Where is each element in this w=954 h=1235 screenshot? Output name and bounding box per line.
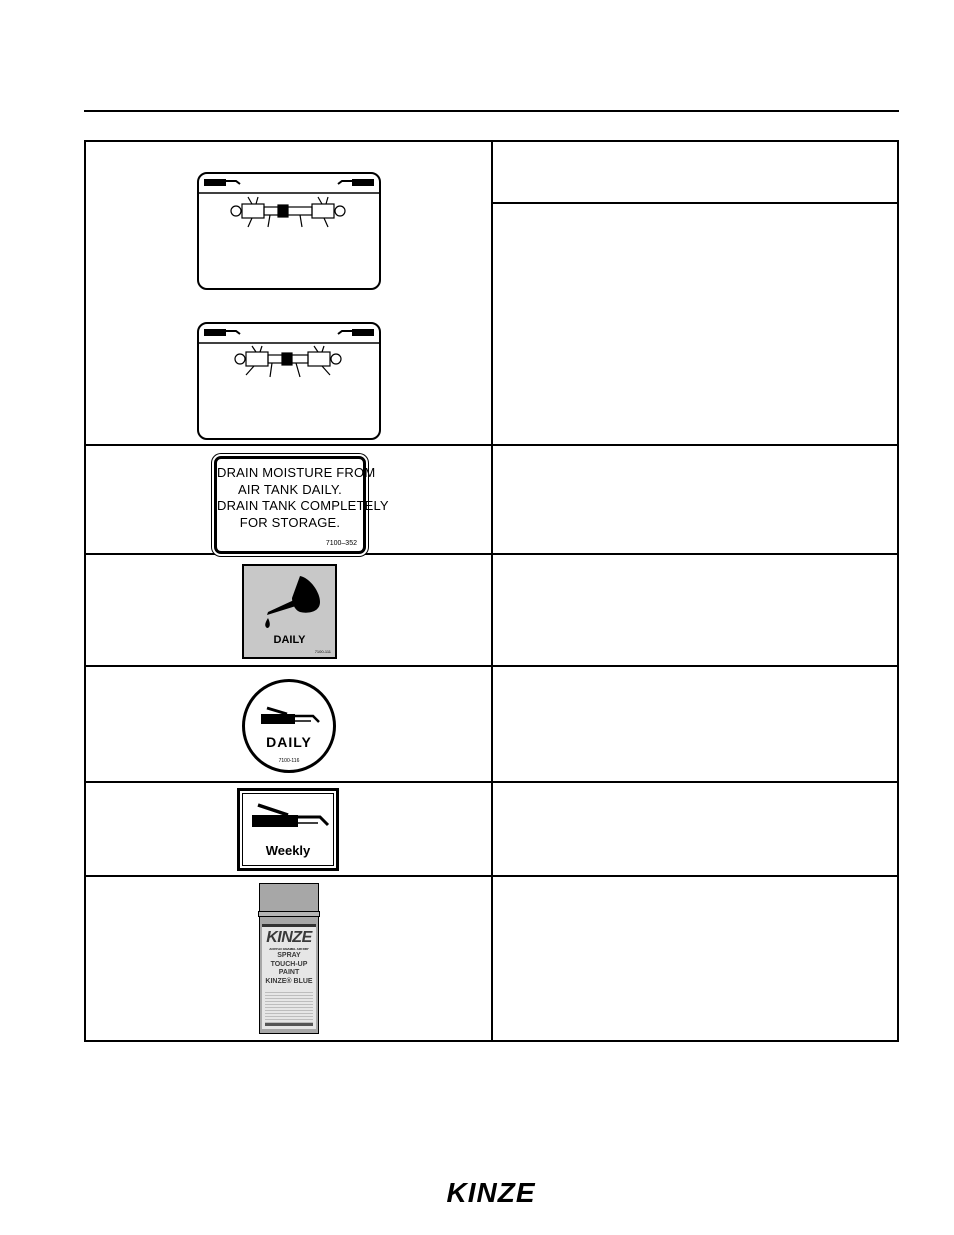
driveline-decal — [196, 171, 382, 293]
can-text: TOUCH-UP — [270, 960, 308, 968]
decal-table — [84, 140, 899, 1042]
decal-part-number: 7100-116 — [278, 758, 300, 764]
decal-image-cell — [85, 141, 492, 445]
oil-daily-decal — [242, 564, 337, 659]
decal-image-cell — [85, 554, 492, 666]
can-text: SPRAY — [277, 952, 301, 959]
table-row — [85, 554, 898, 666]
touch-up-paint-can — [259, 883, 319, 1034]
table-row — [85, 876, 898, 1041]
kinze-logo — [432, 1177, 550, 1207]
can-label — [262, 924, 316, 1029]
grease-daily-decal — [242, 679, 336, 773]
decal-description-cell — [492, 445, 898, 554]
can-text: PAINT — [278, 969, 300, 976]
header-rule — [84, 110, 899, 112]
can-subtitle: ACRYLIC ENAMEL AIR DRY — [269, 947, 309, 951]
decal-image-cell — [85, 666, 492, 782]
table-row — [85, 666, 898, 782]
cell-divider — [493, 202, 897, 204]
grease-gun-icon — [259, 704, 321, 730]
table-row — [85, 141, 898, 445]
oil-can-icon — [258, 572, 324, 630]
can-text: KINZE® BLUE — [265, 977, 313, 985]
driveline-decal — [196, 321, 382, 443]
can-band — [258, 911, 320, 917]
decal-description-cell — [492, 782, 898, 876]
decal-description-cell — [492, 554, 898, 666]
decal-label: DAILY — [273, 634, 306, 646]
can-barcode — [265, 1023, 313, 1026]
decal-image-cell — [85, 876, 492, 1041]
decal-text-line: AIR TANK DAILY. — [238, 481, 342, 497]
table-row — [85, 782, 898, 876]
decal-description-cell — [492, 666, 898, 782]
logo-text: KINZE — [446, 1177, 536, 1207]
drain-moisture-decal — [214, 456, 389, 554]
decal-part-number: 7100–352 — [325, 540, 357, 547]
decal-label: Weekly — [265, 843, 311, 858]
grease-weekly-decal — [237, 788, 339, 871]
decal-text-line: FOR STORAGE. — [239, 514, 341, 530]
decal-image-cell — [85, 782, 492, 876]
decal-text-line: DRAIN MOISTURE FROM — [217, 465, 376, 480]
can-brand: KINZE — [266, 929, 312, 946]
decal-description-cell — [492, 141, 898, 445]
decal-part-number: 7100-111 — [314, 649, 331, 654]
decal-description-cell — [492, 876, 898, 1041]
table-row — [85, 445, 898, 554]
decal-text-line: DRAIN TANK COMPLETELY — [217, 498, 389, 513]
grease-gun-icon — [250, 801, 330, 831]
decal-label: DAILY — [266, 734, 312, 750]
decal-image-cell — [85, 445, 492, 554]
